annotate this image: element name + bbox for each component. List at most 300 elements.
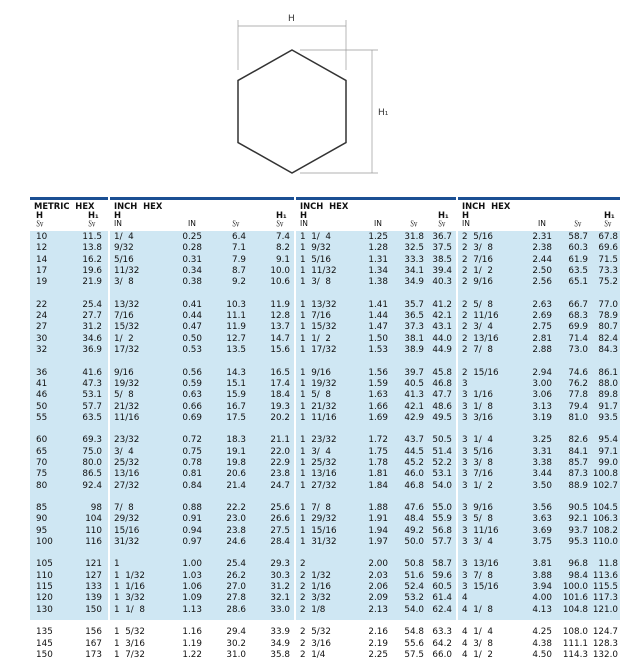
table-cell: 1 11/32 [300, 266, 337, 277]
table-cell: 75.0 [82, 446, 102, 457]
table-cell: 1 [114, 559, 120, 570]
table-cell: 15.6 [270, 345, 290, 356]
table-cell: 17.5 [226, 412, 246, 423]
table-cell: 17 [36, 266, 48, 277]
table-cell: 0.91 [182, 514, 202, 525]
table-cell: 1.59 [368, 378, 388, 389]
table-cell: 106.3 [592, 514, 618, 525]
table-cell: 4 3/ 8 [462, 638, 493, 649]
table-cell: 19.3 [270, 401, 290, 412]
height-label: H₁ [378, 108, 389, 118]
table-cell: 14.7 [270, 333, 290, 344]
table-cell: 31.2 [270, 582, 290, 593]
table-cell: 55.6 [404, 638, 424, 649]
table-cell: 21.1 [270, 435, 290, 446]
table-cell: 77.8 [568, 390, 588, 401]
table-cell: 2.31 [532, 232, 552, 242]
table-cell: 2 13/16 [462, 333, 499, 344]
table-cell: 66.7 [568, 299, 588, 310]
table-cell: 1.09 [182, 593, 202, 604]
table-cell: 1 11/16 [300, 412, 337, 423]
table-cell: 3 5/ 8 [462, 514, 493, 525]
table-cell: 0.88 [182, 503, 202, 513]
table-cell: 110 [85, 525, 102, 536]
table-cell: 3.50 [532, 480, 552, 491]
table-cell: 27.7 [82, 311, 102, 322]
table-cell: 105 [36, 559, 53, 570]
table-cell: 2.06 [368, 582, 388, 593]
table-cell: 1 3/16 [114, 638, 145, 649]
table-cell: 25.6 [270, 503, 290, 513]
table-cell: 1/ 4 [114, 232, 134, 242]
table-cell: 2.19 [368, 638, 388, 649]
table-cell: 45.2 [404, 457, 424, 468]
table-cell: 80.0 [82, 457, 102, 468]
table-cell: 124.7 [592, 627, 618, 638]
table-cell: 1 9/32 [300, 243, 331, 254]
table-cell: 23.8 [270, 469, 290, 480]
table-cell: 26.6 [270, 514, 290, 525]
table-cell: 31.8 [404, 232, 424, 242]
unit-label: ㏜ [36, 219, 44, 228]
table-cell: 50.0 [404, 537, 424, 548]
table-cell: 88.0 [598, 378, 618, 389]
table-cell: 1 15/32 [300, 322, 337, 333]
table-cell: 7/16 [114, 311, 134, 322]
table-cell: 77.0 [598, 299, 618, 310]
table-cell: 100.8 [592, 469, 618, 480]
table-cell: 2 5/16 [462, 232, 493, 242]
table-cell: 4.38 [532, 638, 552, 649]
table-cell: 60.5 [432, 582, 452, 593]
table-cell: 54.0 [432, 480, 452, 491]
table-cell: 3 3/16 [462, 412, 493, 423]
table-cell: 3/ 4 [114, 446, 134, 457]
table-cell: 20.2 [270, 412, 290, 423]
table-cell: 3.25 [532, 435, 552, 446]
table-cell: 66.0 [432, 649, 452, 660]
table-cell: 15/32 [114, 322, 140, 333]
table-cell: 13.7 [270, 322, 290, 333]
table-cell: 87.3 [568, 469, 588, 480]
unit-label: IN [188, 219, 196, 228]
table-cell: 0.28 [182, 243, 202, 254]
table-cell: 0.50 [182, 333, 202, 344]
table-cell: 11.9 [226, 322, 246, 333]
table-cell: 19.1 [226, 446, 246, 457]
table-cell: 35.7 [404, 299, 424, 310]
unit-label: ㏜ [276, 219, 284, 228]
table-cell: 8.7 [232, 266, 246, 277]
table-cell: 74.6 [568, 367, 588, 378]
table-cell: 19.8 [226, 457, 246, 468]
table-cell: 1 17/32 [300, 345, 337, 356]
table-cell: 3.94 [532, 582, 552, 593]
table-cell: 22 [36, 299, 48, 310]
table-cell: 111.1 [562, 638, 588, 649]
table-cell: 4 1/ 4 [462, 627, 493, 638]
table-cell: 63.5 [82, 412, 102, 423]
table-cell: 2.00 [368, 559, 388, 570]
table-cell: 1.69 [368, 412, 388, 423]
table-cell: 3.56 [532, 503, 552, 513]
table-cell: 108.0 [562, 627, 588, 638]
table-cell: 1 13/16 [300, 469, 337, 480]
table-cell: 11.9 [270, 299, 290, 310]
table-cell: 1 7/16 [300, 311, 331, 322]
table-cell: 65.1 [568, 277, 588, 288]
table-cell: 13/16 [114, 469, 140, 480]
table-cell: 36.9 [82, 345, 102, 356]
table-cell: 3 13/16 [462, 559, 499, 570]
table-cell: 19/32 [114, 378, 140, 389]
unit-label: IN [300, 219, 308, 228]
table-cell: 4.13 [532, 604, 552, 615]
table-cell: 3/ 8 [114, 277, 134, 288]
table-cell: 95.3 [568, 537, 588, 548]
unit-label: IN [374, 219, 382, 228]
hex-size-table [30, 197, 618, 660]
table-cell: 84.1 [568, 446, 588, 457]
table-cell: 3.31 [532, 446, 552, 457]
table-cell: 1 27/32 [300, 480, 337, 491]
table-cell: 1 1/ 4 [300, 232, 331, 242]
table-cell: 1.25 [368, 232, 388, 242]
table-cell: 60.3 [568, 243, 588, 254]
table-cell: 0.94 [182, 525, 202, 536]
table-cell: 19.6 [82, 266, 102, 277]
table-cell: 46 [36, 390, 48, 401]
table-cell: 33.9 [270, 627, 290, 638]
table-cell: 29/32 [114, 514, 140, 525]
table-cell: 11.1 [226, 311, 246, 322]
table-cell: 3 11/16 [462, 525, 499, 536]
table-cell: 91.7 [598, 401, 618, 412]
table-cell: 1.75 [368, 446, 388, 457]
table-cell: 1 5/ 8 [300, 390, 331, 401]
table-cell: 3 3/ 4 [462, 537, 493, 548]
table-cell: 1.78 [368, 457, 388, 468]
table-cell: 1 1/16 [114, 582, 145, 593]
table-cell: 23/32 [114, 435, 140, 446]
table-cell: 46.0 [404, 469, 424, 480]
table-cell: 104.8 [562, 604, 588, 615]
table-cell: 26.2 [226, 570, 246, 581]
table-cell: 2 7/16 [462, 254, 493, 265]
table-cell: 45.8 [432, 367, 452, 378]
table-cell: 23.0 [226, 514, 246, 525]
table-cell: 3 7/16 [462, 469, 493, 480]
table-cell: 55.0 [432, 503, 452, 513]
table-cell: 27 [36, 322, 48, 333]
table-cell: 49.5 [432, 412, 452, 423]
table-cell: 80 [36, 480, 48, 491]
table-cell: 104.5 [592, 503, 618, 513]
table-cell: 84.3 [598, 345, 618, 356]
table-cell: 1.50 [368, 333, 388, 344]
table-cell: 1 9/16 [300, 367, 331, 378]
table-cell: 1.41 [368, 299, 388, 310]
table-cell: 92.4 [82, 480, 102, 491]
hexagon-outline [238, 50, 346, 173]
table-cell: 4 [462, 593, 468, 604]
table-cell: 88.9 [568, 480, 588, 491]
table-cell: 57.7 [432, 537, 452, 548]
table-cell: 24.6 [226, 537, 246, 548]
table-cell: 29.3 [270, 559, 290, 570]
unit-label: ㏜ [438, 219, 446, 228]
table-cell: 1.06 [182, 582, 202, 593]
table-cell: 114.3 [562, 649, 588, 660]
table-cell: 3.69 [532, 525, 552, 536]
table-cell: 1 1/ 8 [114, 604, 145, 615]
table-cell: 1.44 [368, 311, 388, 322]
table-cell: 22.2 [226, 503, 246, 513]
table-cell: 60 [36, 435, 48, 446]
table-cell: 30 [36, 333, 48, 344]
table-cell: 52.4 [404, 582, 424, 593]
table-cell: 79.4 [568, 401, 588, 412]
table-cell: 34.6 [82, 333, 102, 344]
table-cell: 37.5 [432, 243, 452, 254]
hexagon-dimension-diagram [0, 0, 620, 190]
unit-label: IN [114, 219, 122, 228]
table-cell: 29.4 [226, 627, 246, 638]
table-cell: 61.4 [432, 593, 452, 604]
table-cell: 90.5 [568, 503, 588, 513]
table-cell: 0.53 [182, 345, 202, 356]
unit-label: ㏜ [574, 219, 582, 228]
table-cell: 3 5/16 [462, 446, 493, 457]
table-cell: 7/ 8 [114, 503, 134, 513]
table-cell: 10.0 [270, 266, 290, 277]
table-cell: 37.3 [404, 322, 424, 333]
table-cell: 47.6 [404, 503, 424, 513]
table-cell: 78.9 [598, 311, 618, 322]
table-cell: 2.69 [532, 311, 552, 322]
table-cell: 121 [85, 559, 102, 570]
table-cell: 2.13 [368, 604, 388, 615]
table-cell: 1.94 [368, 525, 388, 536]
table-cell: 156 [85, 627, 102, 638]
table-cell: 8.2 [276, 243, 290, 254]
table-cell: 1.31 [368, 254, 388, 265]
table-cell: 48.6 [432, 401, 452, 412]
table-cell: 33.0 [270, 604, 290, 615]
table-cell: 4 1/ 8 [462, 604, 493, 615]
table-cell: 12.8 [270, 311, 290, 322]
table-cell: 130 [36, 604, 53, 615]
table-cell: 116 [85, 537, 102, 548]
table-cell: 0.66 [182, 401, 202, 412]
table-cell: 132.0 [592, 649, 618, 660]
table-cell: 0.38 [182, 277, 202, 288]
table-cell: 1 21/32 [300, 401, 337, 412]
table-cell: 3 15/16 [462, 582, 499, 593]
table-cell: 2.56 [532, 277, 552, 288]
table-cell: 55.9 [432, 514, 452, 525]
table-cell: 2 1/4 [300, 649, 326, 660]
table-cell: 85.7 [568, 457, 588, 468]
table-cell: 4.00 [532, 593, 552, 604]
table-cell: 3 1/ 2 [462, 480, 493, 491]
table-cell: 3.38 [532, 457, 552, 468]
table-cell: 44.5 [404, 446, 424, 457]
table-cell: 1 5/16 [300, 254, 331, 265]
column-header: H₁ [276, 210, 287, 220]
table-cell: 41.2 [432, 299, 452, 310]
table-cell: 31/32 [114, 537, 140, 548]
table-cell: 63.3 [432, 627, 452, 638]
table-cell: 115 [36, 582, 53, 593]
table-cell: 71.5 [598, 254, 618, 265]
table-cell: 40.3 [432, 277, 452, 288]
table-cell: 95.4 [598, 435, 618, 446]
table-cell: 89.8 [598, 390, 618, 401]
table-cell: 11/32 [114, 266, 140, 277]
table-cell: 3 3/ 8 [462, 457, 493, 468]
table-cell: 2 3/16 [300, 638, 331, 649]
table-cell: 1.91 [368, 514, 388, 525]
table-cell: 1.19 [182, 638, 202, 649]
table-cell: 47.7 [432, 390, 452, 401]
table-cell: 19 [36, 277, 48, 288]
table-cell: 0.78 [182, 457, 202, 468]
table-cell: 2 11/16 [462, 311, 499, 322]
table-cell: 1 3/32 [114, 593, 145, 604]
table-cell: 7.1 [232, 243, 246, 254]
table-cell: 1.63 [368, 390, 388, 401]
table-cell: 68.3 [568, 311, 588, 322]
table-cell: 1.47 [368, 322, 388, 333]
table-cell: 108.2 [592, 525, 618, 536]
table-cell: 86.1 [598, 367, 618, 378]
table-cell: 96.8 [568, 559, 588, 570]
column-header: H [462, 210, 470, 220]
table-cell: 3 1/ 4 [462, 435, 493, 446]
table-cell: 1.84 [368, 480, 388, 491]
table-cell: 36 [36, 367, 48, 378]
table-cell: 9.1 [276, 254, 290, 265]
table-cell: 1 15/16 [300, 525, 337, 536]
table-cell: 1.28 [368, 243, 388, 254]
table-cell: 3.13 [532, 401, 552, 412]
table-cell: 82.6 [568, 435, 588, 446]
table-cell: 1/ 2 [114, 333, 134, 344]
table-cell: 128.3 [592, 638, 618, 649]
table-cell: 18.4 [270, 390, 290, 401]
table-cell: 34.9 [404, 277, 424, 288]
table-cell: 1.13 [182, 604, 202, 615]
table-cell: 0.41 [182, 299, 202, 310]
table-cell: 14.3 [226, 367, 246, 378]
table-cell: 43.7 [404, 435, 424, 446]
table-cell: 1 7/32 [114, 649, 145, 660]
table-cell: 2.50 [532, 266, 552, 277]
table-cell: 0.75 [182, 446, 202, 457]
table-cell: 2 [300, 559, 306, 570]
table-cell: 3 1/16 [462, 390, 493, 401]
table-cell: 65 [36, 446, 48, 457]
table-cell: 86.5 [82, 469, 102, 480]
table-cell: 100 [36, 537, 53, 548]
table-cell: 5/ 8 [114, 390, 134, 401]
table-cell: 22.9 [270, 457, 290, 468]
table-cell: 0.56 [182, 367, 202, 378]
table-cell: 52.2 [432, 457, 452, 468]
unit-label: ㏜ [410, 219, 418, 228]
table-cell: 3 1/ 8 [462, 401, 493, 412]
table-cell: 113.6 [592, 570, 618, 581]
table-cell: 28.4 [270, 537, 290, 548]
column-header: H [36, 210, 44, 220]
table-cell: 2 7/ 8 [462, 345, 493, 356]
table-cell: 2 1/ 2 [462, 266, 493, 277]
table-cell: 139 [85, 593, 102, 604]
table-cell: 7.9 [232, 254, 246, 265]
table-cell: 2 1/32 [300, 570, 331, 581]
table-cell: 46.8 [404, 480, 424, 491]
table-cell: 2.63 [532, 299, 552, 310]
table-cell: 2 15/16 [462, 367, 499, 378]
table-cell: 17.4 [270, 378, 290, 389]
table-cell: 2.03 [368, 570, 388, 581]
table-cell: 1.66 [368, 401, 388, 412]
table-cell: 14 [36, 254, 48, 265]
table-cell: 39.7 [404, 367, 424, 378]
table-cell: 70 [36, 457, 48, 468]
table-cell: 92.1 [568, 514, 588, 525]
table-cell: 56.8 [432, 525, 452, 536]
table-cell: 30.3 [270, 570, 290, 581]
table-cell: 22.0 [270, 446, 290, 457]
table-cell: 76.2 [568, 378, 588, 389]
table-cell: 58.7 [568, 232, 588, 242]
table-cell: 27.0 [226, 582, 246, 593]
table-cell: 10.3 [226, 299, 246, 310]
table-cell: 62.4 [432, 604, 452, 615]
table-cell: 31.2 [82, 322, 102, 333]
table-cell: 61.9 [568, 254, 588, 265]
table-cell: 1 29/32 [300, 514, 337, 525]
table-cell: 0.72 [182, 435, 202, 446]
table-cell: 1.97 [368, 537, 388, 548]
table-cell: 1.88 [368, 503, 388, 513]
table-cell: 9/16 [114, 367, 134, 378]
table-cell: 36.7 [432, 232, 452, 242]
table-cell: 24 [36, 311, 48, 322]
table-cell: 101.6 [562, 593, 588, 604]
section-title: INCH HEX [114, 201, 163, 211]
table-cell: 73.3 [598, 266, 618, 277]
table-cell: 81.0 [568, 412, 588, 423]
table-cell: 1 5/32 [114, 627, 145, 638]
unit-label: ㏜ [604, 219, 612, 228]
table-cell: 32.5 [404, 243, 424, 254]
table-cell: 9/32 [114, 243, 134, 254]
table-cell: 10 [36, 232, 48, 242]
table-cell: 13.5 [226, 345, 246, 356]
table-cell: 59.6 [432, 570, 452, 581]
section-title: INCH HEX [300, 201, 349, 211]
table-cell: 16.5 [270, 367, 290, 378]
table-cell: 4.25 [532, 627, 552, 638]
table-cell: 28.6 [226, 604, 246, 615]
table-cell: 12 [36, 243, 48, 254]
table-cell: 120 [36, 593, 53, 604]
unit-label: IN [538, 219, 546, 228]
table-cell: 1.00 [182, 559, 202, 570]
